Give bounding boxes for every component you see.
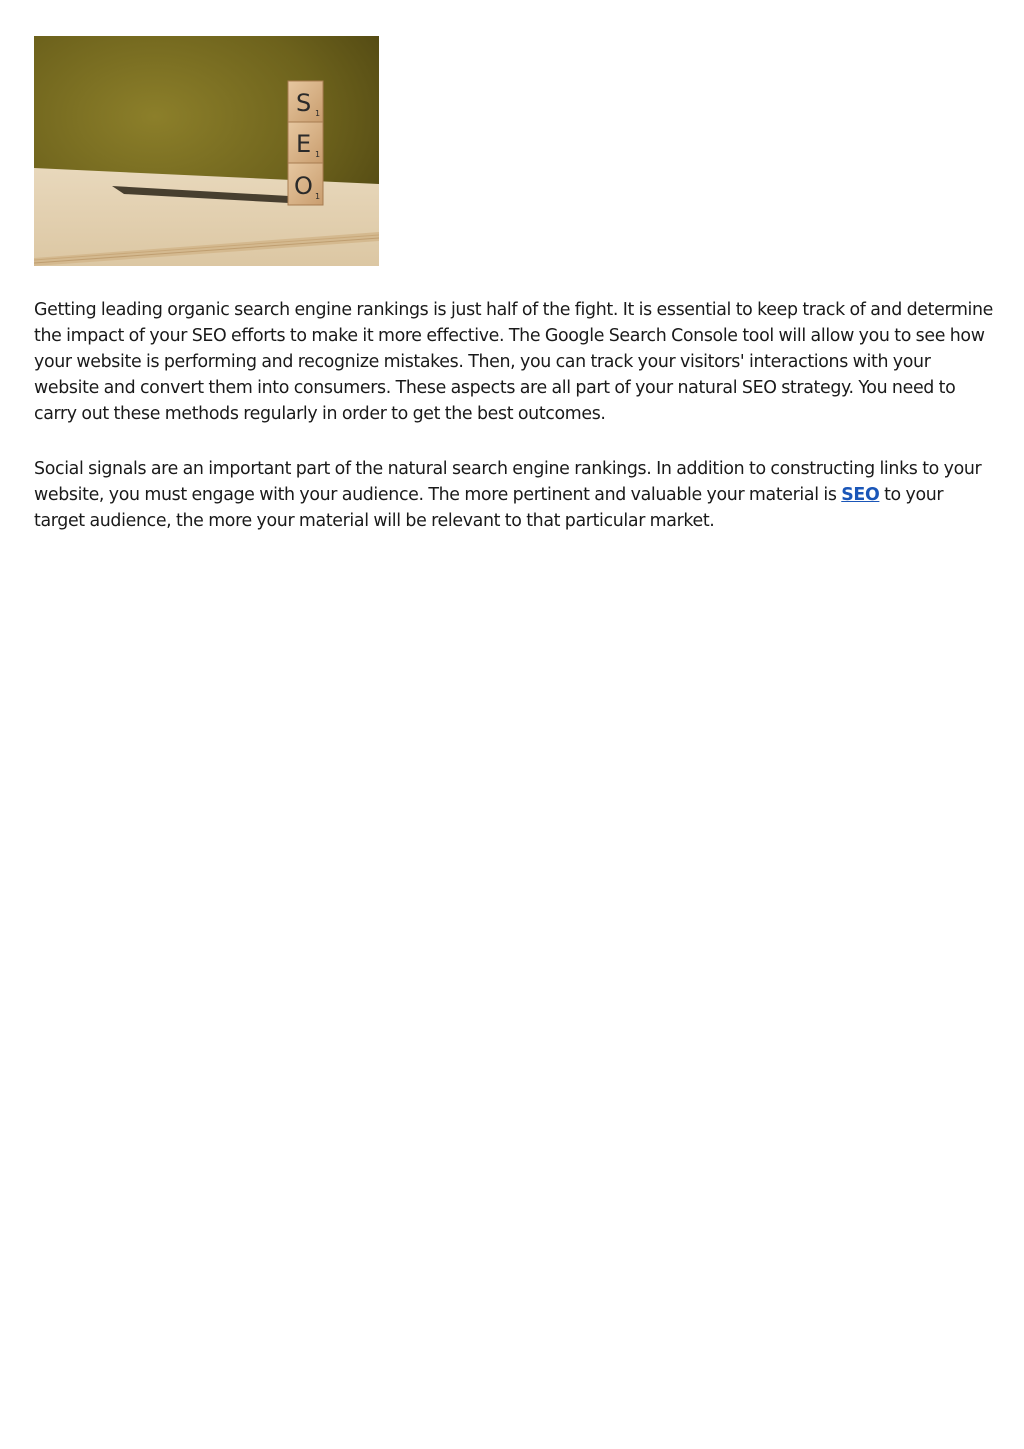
tile-o <box>288 163 323 205</box>
paragraph-social-signals-after: to your target audience, the more your material will be relevant to that particular market. <box>34 485 944 531</box>
seo-link[interactable]: SEO <box>841 485 880 505</box>
tile-o-letter: O <box>294 172 313 200</box>
seo-tiles-image <box>34 36 379 266</box>
tile-e-value: 1 <box>315 150 321 159</box>
seo-tiles-illustration <box>34 36 379 266</box>
tile-s-letter: S <box>296 89 312 117</box>
paragraph-social-signals <box>34 456 994 534</box>
paragraph-search-console: Getting leading organic search engine rankings is just half of the fight. It is essential to keep track of and determine the impact of your SEO efforts to make it more effective. The Google Search Console tool will allow you to see how your website is performing and recognize mistakes. Then, you can track your visitors' interactions with your website and convert them into consumers. These aspects are all part of your natural SEO strategy. You need to carry out these methods regularly in order to get the best outcomes. <box>34 300 994 424</box>
paragraph-social-signals-before: Social signals are an important part of the natural search engine rankings. In addition to constructing links to your website, you must engage with your audience. The more pertinent and valuable your material is <box>34 459 982 505</box>
tile-s <box>288 81 323 122</box>
tile-e-letter: E <box>296 130 312 158</box>
tile-o-value: 1 <box>315 192 321 201</box>
tile-s-value: 1 <box>315 109 321 118</box>
tile-e <box>288 122 323 163</box>
document-page <box>34 36 994 534</box>
